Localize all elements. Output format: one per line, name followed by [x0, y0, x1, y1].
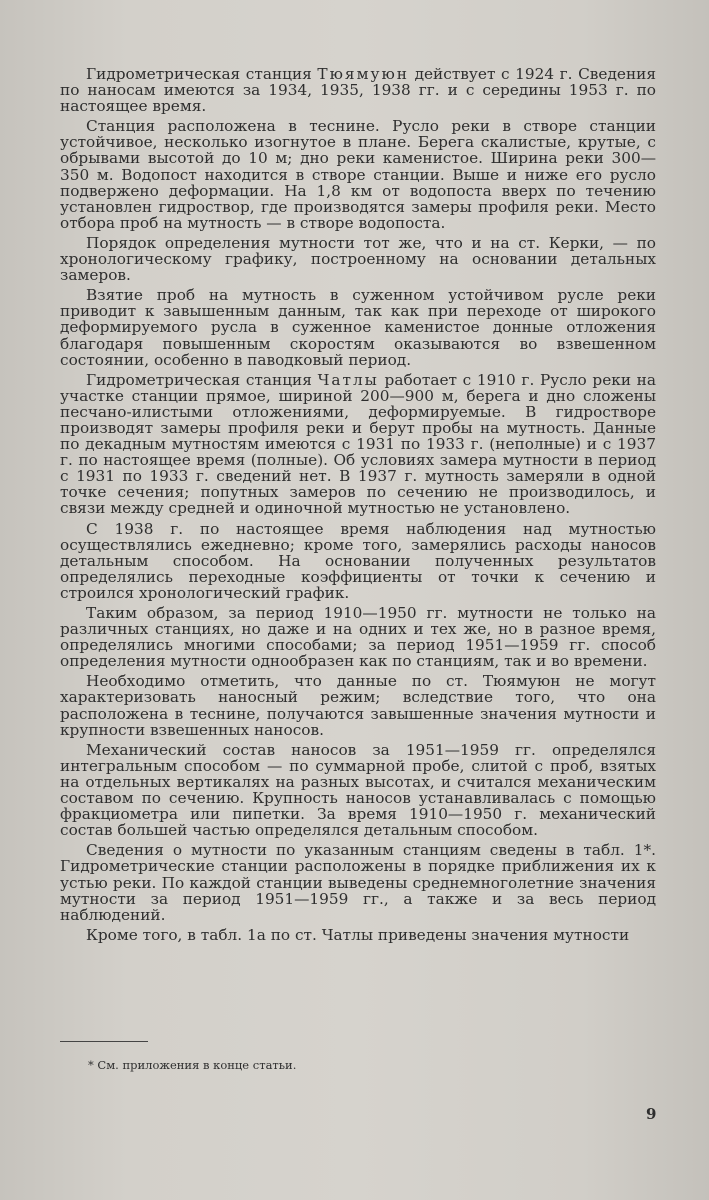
page-number: 9 [646, 1105, 657, 1123]
paragraph-11: Кроме того, в табл. 1а по ст. Чатлы приведены значения мутности [86, 925, 630, 944]
footnote-divider [60, 1041, 148, 1042]
paragraph-4: Взятие проб на мутность в суженном устойчивом русле реки приводит к завышенным данным, так как при переходе от широкого деформируемого русла в суженное каменистое донные отложения благодаря повышенным скоростям оказываются во взвешенном состоянии, особенно в паводковый период. [60, 286, 656, 369]
paragraph-10: Сведения о мутности по указанным станциям сведены в табл. 1*. Гидрометрические станции расположены в порядке приближения их к устью реки. По каждой станции выведены среднемноголетние значения мутности за период 1951—1959 гг., а также и за весь период наблюдений. [60, 841, 656, 924]
paragraph-7: Таким образом, за период 1910—1950 гг. мутности не только на различных станциях, но даже и на одних и тех же, но в разное время, определялись многими способами; за период 1951—1959 гг. способ определения мутности однообразен как по станциям, так и во времени. [60, 604, 656, 671]
paragraph-1: Гидрометрическая станция Тюямуюн действует с 1924 г. Сведения по наносам имеются за 1934, 1935, 1938 гг. и с середины 1953 г. по настоящее время. [60, 65, 656, 116]
paragraph-6: С 1938 г. по настоящее время наблюдения над мутностью осуществлялись ежедневно; кроме того, замерялись расходы наносов детальным способом. На основании полученных результатов определялись переходные коэффициенты от точки к сечению и строился хронологический график. [60, 519, 656, 602]
footnote: * См. приложения в конце статьи. [88, 1058, 297, 1072]
station-name-tyuyamuyun: Тюямуюн [317, 65, 409, 83]
paragraph-3: Порядок определения мутности тот же, что и на ст. Керки, — по хронологическому графику, построенному на основании детальных замеров. [60, 233, 656, 285]
paragraph-8: Необходимо отметить, что данные по ст. Тюямуюн не могут характеризовать наносный режим; вследствие того, что она расположена в теснине, получаются завышенные значения мутности и крупности взвешенных наносов. [60, 672, 656, 739]
paragraph-9: Механический состав наносов за 1951—1959 гг. определялся интегральным способом — по суммарной пробе, слитой с проб, взятых на отдельных вертикалях на разных высотах, и считался механическим составом по сечению. Крупность наносов устанавливалась с помощью фракциометра или пипетки. За время 1910—1950 г. механический состав большей частью определялся детальным способом. [60, 740, 656, 840]
paragraph-5: Гидрометрическая станция Чатлы работает с 1910 г. Русло реки на участке станции прямое, шириной 200—900 м, берега и дно сложены песчано-илистыми отложениями, деформируемые. В гидростворе производят замеры профиля реки и берут пробы на мутность. Данные по декадным мутностям имеются с 1931 по 1933 г. (неполные) и с 1937 г. по настоящее время (полные). Об условиях замера мутности в период с 1931 по 1933 г. сведений нет. В 1937 г. мутность замеряли в одной точке сечения; попутных замеров по сечению не производилось, и связи между средней и одиночной мутностью не установлено. [60, 370, 656, 518]
paragraph-2: Станция расположена в теснине. Русло реки в створе станции устойчивое, несколько изогнутое в плане. Берега скалистые, крутые, с обрывами высотой до 10 м; дно реки каменистое. Ширина реки 300—350 м. Водопост находится в створе станции. Выше и ниже его русло подвержено деформации. На 1,8 км от водопоста вверх по течению установлен гидроствор, где производятся замеры профиля реки. Место отбора проб на мутность — в створе водопоста. [60, 117, 656, 232]
station-name-chatly: Чатлы [317, 370, 379, 389]
body-text [60, 66, 656, 947]
